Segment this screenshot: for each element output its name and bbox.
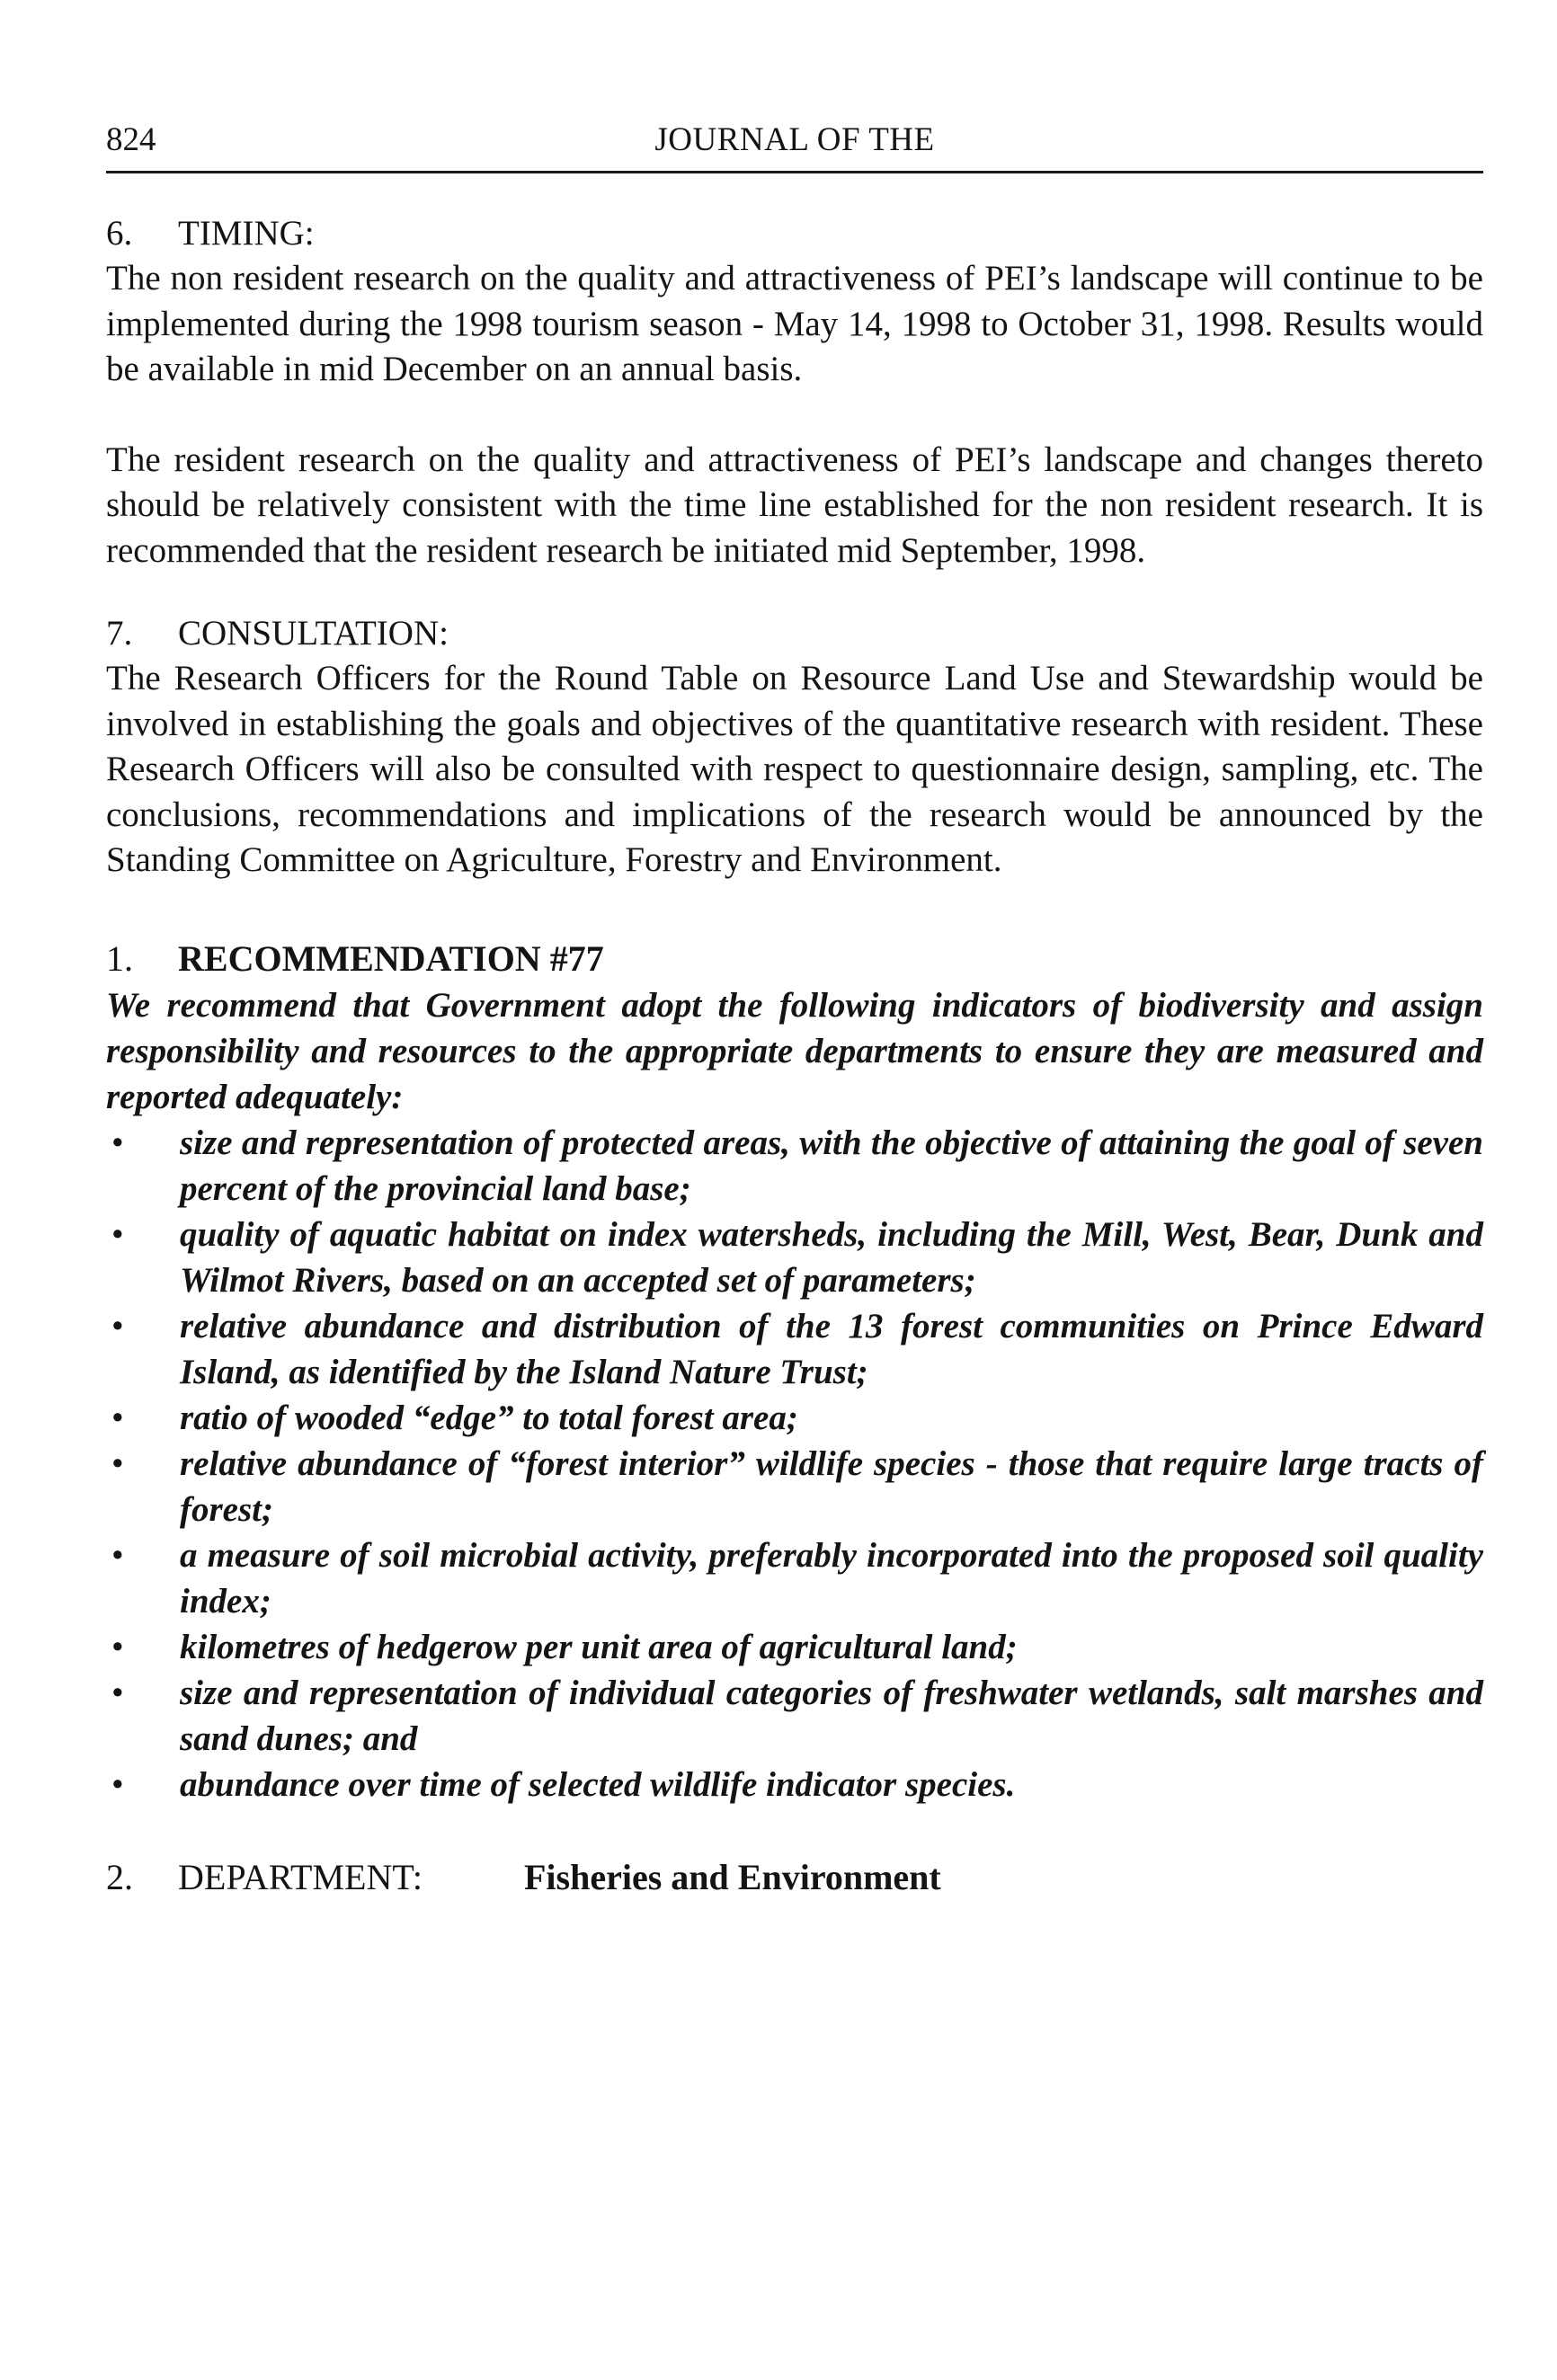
department-label: DEPARTMENT: <box>178 1856 423 1897</box>
page-number: 824 <box>106 121 156 158</box>
list-item <box>106 1532 1483 1624</box>
indicator-text: relative abundance and distribution of the 13 forest communities on Prince Edward Island, as identified by the Island Nature Trust; <box>180 1306 1483 1391</box>
indicator-text: ratio of wooded “edge” to total forest area; <box>180 1398 798 1437</box>
list-item <box>106 1303 1483 1395</box>
consultation-section <box>106 611 1483 884</box>
recommendation-section <box>106 936 1483 1807</box>
timing-paragraph-1: The non resident research on the quality and attractiveness of PEI’s landscape will continue to be implemented during the 1998 tourism season - May 14, 1998 to October 31, 1998. Results would be available in mid December on an annual basis. <box>106 259 1483 388</box>
recommendation-title: RECOMMENDATION #77 <box>178 937 604 979</box>
bullet-icon: • <box>111 1306 124 1345</box>
recommendation-heading <box>106 936 1483 982</box>
bullet-icon: • <box>111 1214 124 1254</box>
list-item <box>106 1395 1483 1441</box>
recommendation-number: 1. <box>106 937 133 979</box>
indicator-text: kilometres of hedgerow per unit area of agricultural land; <box>180 1627 1018 1666</box>
list-item <box>106 1441 1483 1532</box>
list-item <box>106 1120 1483 1212</box>
recommendation-intro: We recommend that Government adopt the following indicators of biodiversity and assign responsibility and resources to the appropriate departments to ensure they are measured and reported adequately: <box>106 985 1483 1116</box>
consultation-paragraph: The Research Officers for the Round Table on Resource Land Use and Stewardship would be involved in establishing the goals and objectives of the quantitative research with resident. These Research Officers will also be consulted with respect to questionnaire design, sampling, etc. The conclusions, recommendations and implications of the research would be announced by the Standing Committee on Agriculture, Forestry and Environment. <box>106 659 1483 879</box>
list-item <box>106 1762 1483 1807</box>
consultation-title: CONSULTATION: <box>178 614 449 653</box>
list-item <box>106 1670 1483 1762</box>
bullet-icon: • <box>111 1673 124 1712</box>
indicator-text: abundance over time of selected wildlife indicator species. <box>180 1764 1016 1804</box>
indicator-text: size and representation of protected areas, with the objective of attaining the goal of seven percent of the provincial land base; <box>180 1123 1483 1208</box>
timing-section <box>106 211 1483 573</box>
department-value: Fisheries and Environment <box>524 1856 941 1897</box>
indicator-text: relative abundance of “forest interior” wildlife species - those that require large tracts of forest; <box>180 1443 1483 1529</box>
list-item <box>106 1624 1483 1670</box>
indicator-list <box>106 1120 1483 1807</box>
timing-title: TIMING: <box>178 214 315 253</box>
document-page <box>106 117 1483 1901</box>
timing-paragraph-2: The resident research on the quality and attractiveness of PEI’s landscape and changes thereto should be relatively consistent with the time line established for the non resident research. It is recommended that the resident research be initiated mid September, 1998. <box>106 440 1483 570</box>
department-line <box>106 1854 1483 1901</box>
bullet-icon: • <box>111 1123 124 1162</box>
bullet-icon: • <box>111 1627 124 1666</box>
list-item <box>106 1212 1483 1303</box>
indicator-text: quality of aquatic habitat on index watersheds, including the Mill, West, Bear, Dunk and Wilmot Rivers, based on an accepted set of parameters; <box>180 1214 1483 1300</box>
journal-title: JOURNAL OF THE <box>654 121 935 158</box>
bullet-icon: • <box>111 1535 124 1575</box>
indicator-text: a measure of soil microbial activity, preferably incorporated into the proposed soil quality index; <box>180 1535 1483 1621</box>
consultation-number: 7. <box>106 614 133 653</box>
timing-heading <box>106 211 1483 256</box>
bullet-icon: • <box>111 1443 124 1483</box>
timing-number: 6. <box>106 214 133 253</box>
running-header <box>106 117 1483 173</box>
bullet-icon: • <box>111 1398 124 1437</box>
consultation-heading <box>106 611 1483 656</box>
bullet-icon: • <box>111 1764 124 1804</box>
indicator-text: size and representation of individual categories of freshwater wetlands, salt marshes and sand dunes; and <box>180 1673 1483 1758</box>
department-number: 2. <box>106 1856 133 1897</box>
